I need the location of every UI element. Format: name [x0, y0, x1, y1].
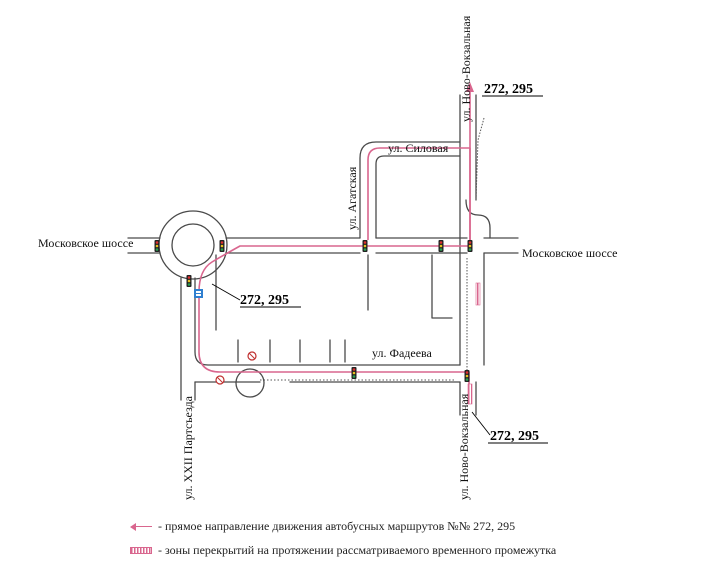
- route-label-text: 272, 295: [490, 429, 539, 444]
- street-label-moskovskoe-right: Московское шоссе: [522, 246, 618, 260]
- route-label-text: 272, 295: [484, 82, 533, 97]
- ul-agatskaya-silovaya-road: [360, 142, 460, 238]
- street-label-novo-vokzalnaya-bottom: ул. Ново-Вокзальная: [457, 393, 471, 500]
- route-label-top: [482, 82, 543, 97]
- legend-route-direction: [130, 519, 515, 534]
- closure-zones: [468, 283, 480, 404]
- route-label-text: 272, 295: [240, 293, 289, 308]
- traffic-light-icon: [468, 240, 473, 252]
- street-label-fadeeva: ул. Фадеева: [372, 346, 432, 360]
- ul-fadeeva-road: [195, 369, 460, 397]
- street-label-silovaya: ул. Силовая: [388, 141, 449, 155]
- legend-closure-zones-text: - зоны перекрытий на протяжении рассматриваемого временного промежутка: [158, 543, 557, 557]
- traffic-light-icon: [352, 367, 357, 379]
- legend-route-direction-text: - прямое направление движения автобусных маршрутов №№ 272, 295: [158, 519, 516, 533]
- street-label-novo-vokzalnaya-top: ул. Ново-Вокзальная: [459, 15, 473, 122]
- traffic-light-icon: [439, 240, 444, 252]
- street-label-moskovskoe-left: Московское шоссе: [38, 236, 134, 250]
- traffic-light-icon: [465, 370, 470, 382]
- traffic-light-icon: [220, 240, 225, 252]
- railway: [260, 118, 484, 380]
- no-entry-sign-icon: [248, 352, 256, 360]
- route-label-bottom: [472, 412, 548, 444]
- traffic-light-icon: [363, 240, 368, 252]
- street-label-partsezda: ул. XXII Партсъезда: [181, 396, 195, 500]
- closure-hatch-icon: [130, 547, 152, 554]
- ul-novo-vokzalnaya-road: [460, 95, 490, 415]
- legend-closure-zones: [130, 543, 556, 558]
- traffic-lights: [155, 240, 473, 382]
- traffic-light-icon: [187, 275, 192, 287]
- street-label-agatskaya: ул. Агатская: [345, 166, 359, 230]
- no-entry-sign-icon: [216, 376, 224, 384]
- bus-route-272-295: [199, 82, 474, 404]
- roundabout: [159, 211, 227, 279]
- traffic-light-icon: [155, 240, 160, 252]
- bus-stop-icon: [194, 289, 203, 298]
- route-label-middle: [212, 284, 301, 308]
- route-arrow-icon: [130, 523, 152, 531]
